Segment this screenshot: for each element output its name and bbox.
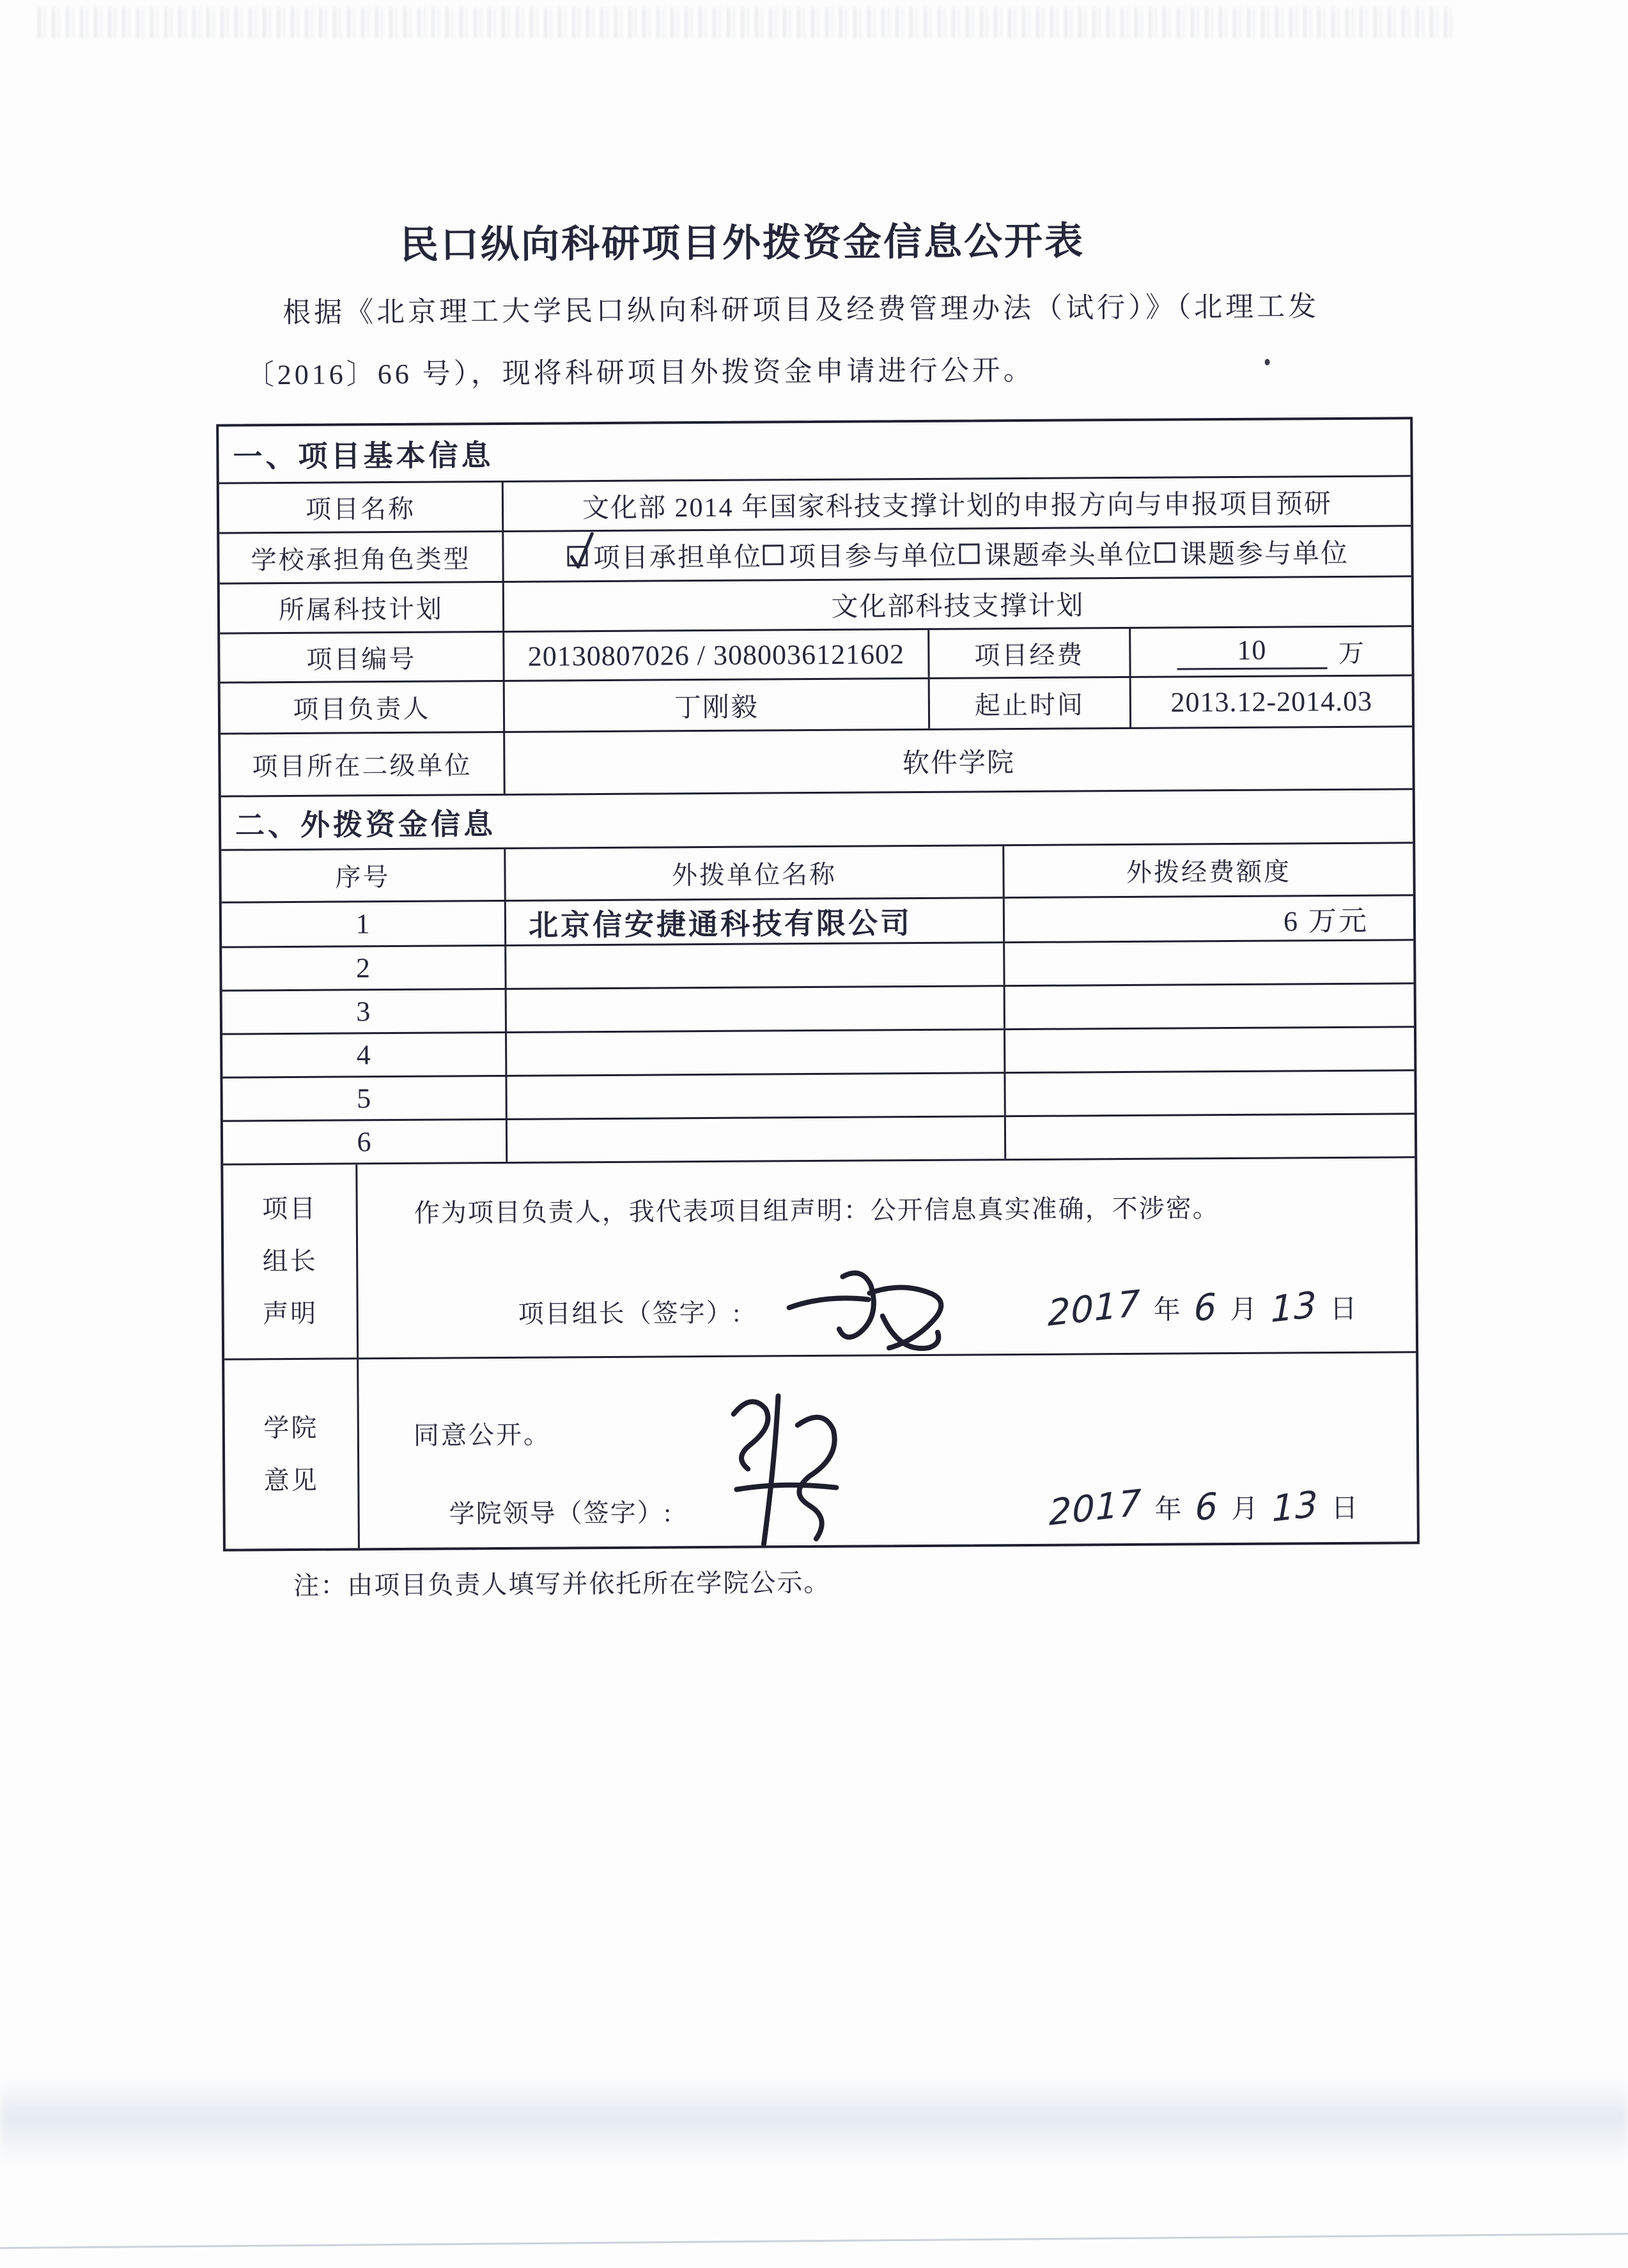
checkbox-icon (763, 544, 784, 565)
fund-row-amount (1005, 941, 1413, 985)
fund-row (222, 941, 1413, 991)
tag-line: 声明 (263, 1299, 318, 1329)
leader-sign-label: 项目组长（签字）: (518, 1298, 741, 1329)
project-name-label: 项目名称 (219, 482, 504, 532)
year-unit: 年 (1154, 1495, 1182, 1525)
role-option-label: 项目参与单位 (788, 541, 958, 573)
leader-date-month: 6 (1193, 1285, 1218, 1330)
fund-row-no: 2 (222, 946, 506, 990)
handwritten-check-icon (564, 531, 601, 572)
project-number-row (220, 627, 1411, 683)
college-sign-label: 学院领导（签字）: (449, 1497, 672, 1528)
period-value: 2013.12-2014.03 (1170, 685, 1373, 718)
section2-header-row (221, 790, 1413, 851)
college-leader-signature (710, 1385, 890, 1559)
col-header-amount: 外拨经费额度 (1126, 857, 1292, 888)
role-options (566, 532, 1349, 575)
form-table (216, 417, 1420, 1551)
form-title: 民口纵向科研项目外拨资金信息公开表 (399, 220, 1085, 266)
leader-statement-tag (223, 1164, 359, 1358)
leader-date-year: 2017 (1047, 1282, 1141, 1335)
role-type-value (504, 527, 1411, 581)
fund-row-name (507, 1074, 1005, 1118)
fund-row-no: 4 (222, 1033, 507, 1077)
tag-line: 组长 (262, 1246, 318, 1276)
college-opinion-body (359, 1353, 1417, 1548)
college-date (1039, 1481, 1363, 1534)
fund-row-amount (1005, 984, 1414, 1028)
fund-row (223, 1115, 1415, 1165)
intro-line-2: 〔2016〕66 号），现将科研项目外拨资金申请进行公开。 (245, 354, 1035, 391)
tag-line: 学院 (263, 1413, 319, 1442)
checkbox-icon (1154, 543, 1175, 563)
project-number-label: 项目编号 (220, 633, 504, 682)
budget-label: 项目经费 (929, 629, 1131, 677)
footnote: 注：由项目负责人填写并依托所在学院公示。 (293, 1568, 831, 1600)
role-option-label: 项目承担单位 (593, 543, 763, 574)
fund-row (222, 1028, 1414, 1078)
role-option-label: 课题牵头单位 (984, 540, 1154, 571)
fund-row-no: 5 (222, 1077, 507, 1120)
day-unit: 日 (1331, 1493, 1359, 1524)
budget-unit: 万 (1338, 638, 1367, 668)
program-label: 所属科技计划 (220, 583, 504, 633)
fund-row-amount (1006, 1115, 1415, 1159)
scan-artifact-dot (1265, 359, 1270, 366)
college-opinion-text: 同意公开。 (413, 1420, 552, 1450)
leader-row (221, 676, 1412, 734)
tag-line: 项目 (262, 1194, 318, 1224)
leader-date-day: 13 (1270, 1283, 1317, 1331)
intro-line-1: 根据《北京理工大学民口纵向科研项目及经费管理办法（试行）》（北理工发 (282, 291, 1320, 329)
year-unit: 年 (1153, 1295, 1181, 1325)
checkbox-checked-icon (568, 546, 588, 566)
role-option-label: 课题参与单位 (1179, 539, 1349, 570)
leader-statement-row (223, 1158, 1416, 1360)
fund-row-amount: 6 万元 (1283, 905, 1369, 937)
program-value: 文化部科技支撑计划 (831, 590, 1085, 622)
fund-row-amount (1005, 1071, 1414, 1115)
fund-row-name: 北京信安捷通科技有限公司 (506, 899, 1005, 945)
unit-row (221, 727, 1413, 797)
fund-row-no: 3 (222, 990, 507, 1033)
tag-line: 意见 (263, 1465, 319, 1495)
role-type-row (219, 527, 1411, 584)
month-unit: 月 (1231, 1494, 1259, 1525)
college-date-month: 6 (1195, 1485, 1219, 1529)
col-header-name: 外拨单位名称 (506, 846, 1004, 900)
college-opinion-tag (224, 1359, 360, 1548)
college-opinion-row (224, 1353, 1417, 1548)
unit-value: 软件学院 (902, 748, 1016, 778)
section2-header: 二、外拨资金信息 (235, 807, 497, 842)
section1-header-row (219, 419, 1411, 484)
leader-statement-text: 作为项目负责人，我代表项目组声明：公开信息真实准确，不涉密。 (414, 1194, 1220, 1228)
period-label: 起止时间 (930, 678, 1131, 729)
checkbox-icon (959, 543, 979, 564)
section1-header: 一、项目基本信息 (233, 438, 494, 474)
fund-row (222, 896, 1413, 948)
fund-row-name (507, 987, 1005, 1031)
program-row (220, 577, 1411, 634)
project-name-row (219, 477, 1411, 534)
fund-row-name (508, 1117, 1006, 1162)
budget-value (1131, 627, 1411, 676)
leader-label: 项目负责人 (221, 682, 505, 733)
fund-row-no: 1 (222, 902, 506, 946)
month-unit: 月 (1230, 1295, 1258, 1325)
project-name-value: 文化部 2014 年国家科技支撑计划的申报方向与申报项目预研 (582, 489, 1333, 523)
college-date-year: 2017 (1048, 1481, 1142, 1534)
unit-label: 项目所在二级单位 (221, 733, 506, 796)
leader-value: 丁刚毅 (505, 679, 930, 731)
col-header-no: 序号 (221, 849, 506, 902)
project-number-value: 20130807026 / 3080036121602 (504, 630, 929, 680)
fund-row-name (506, 943, 1005, 988)
fund-row (222, 984, 1414, 1035)
fund-row-name (507, 1030, 1005, 1075)
scan-shadow-band (0, 2077, 1628, 2166)
leader-date (1038, 1282, 1361, 1335)
day-unit: 日 (1330, 1294, 1358, 1325)
role-type-label: 学校承担角色类型 (219, 532, 504, 583)
leader-statement-body (357, 1158, 1416, 1357)
fund-row (222, 1071, 1414, 1122)
budget-amount: 10 (1177, 633, 1327, 670)
college-date-day: 13 (1271, 1483, 1319, 1531)
leader-signature (780, 1256, 972, 1366)
fund-table-header-row (221, 844, 1413, 903)
fund-row-no: 6 (223, 1120, 508, 1164)
fund-row-amount (1005, 1028, 1414, 1072)
